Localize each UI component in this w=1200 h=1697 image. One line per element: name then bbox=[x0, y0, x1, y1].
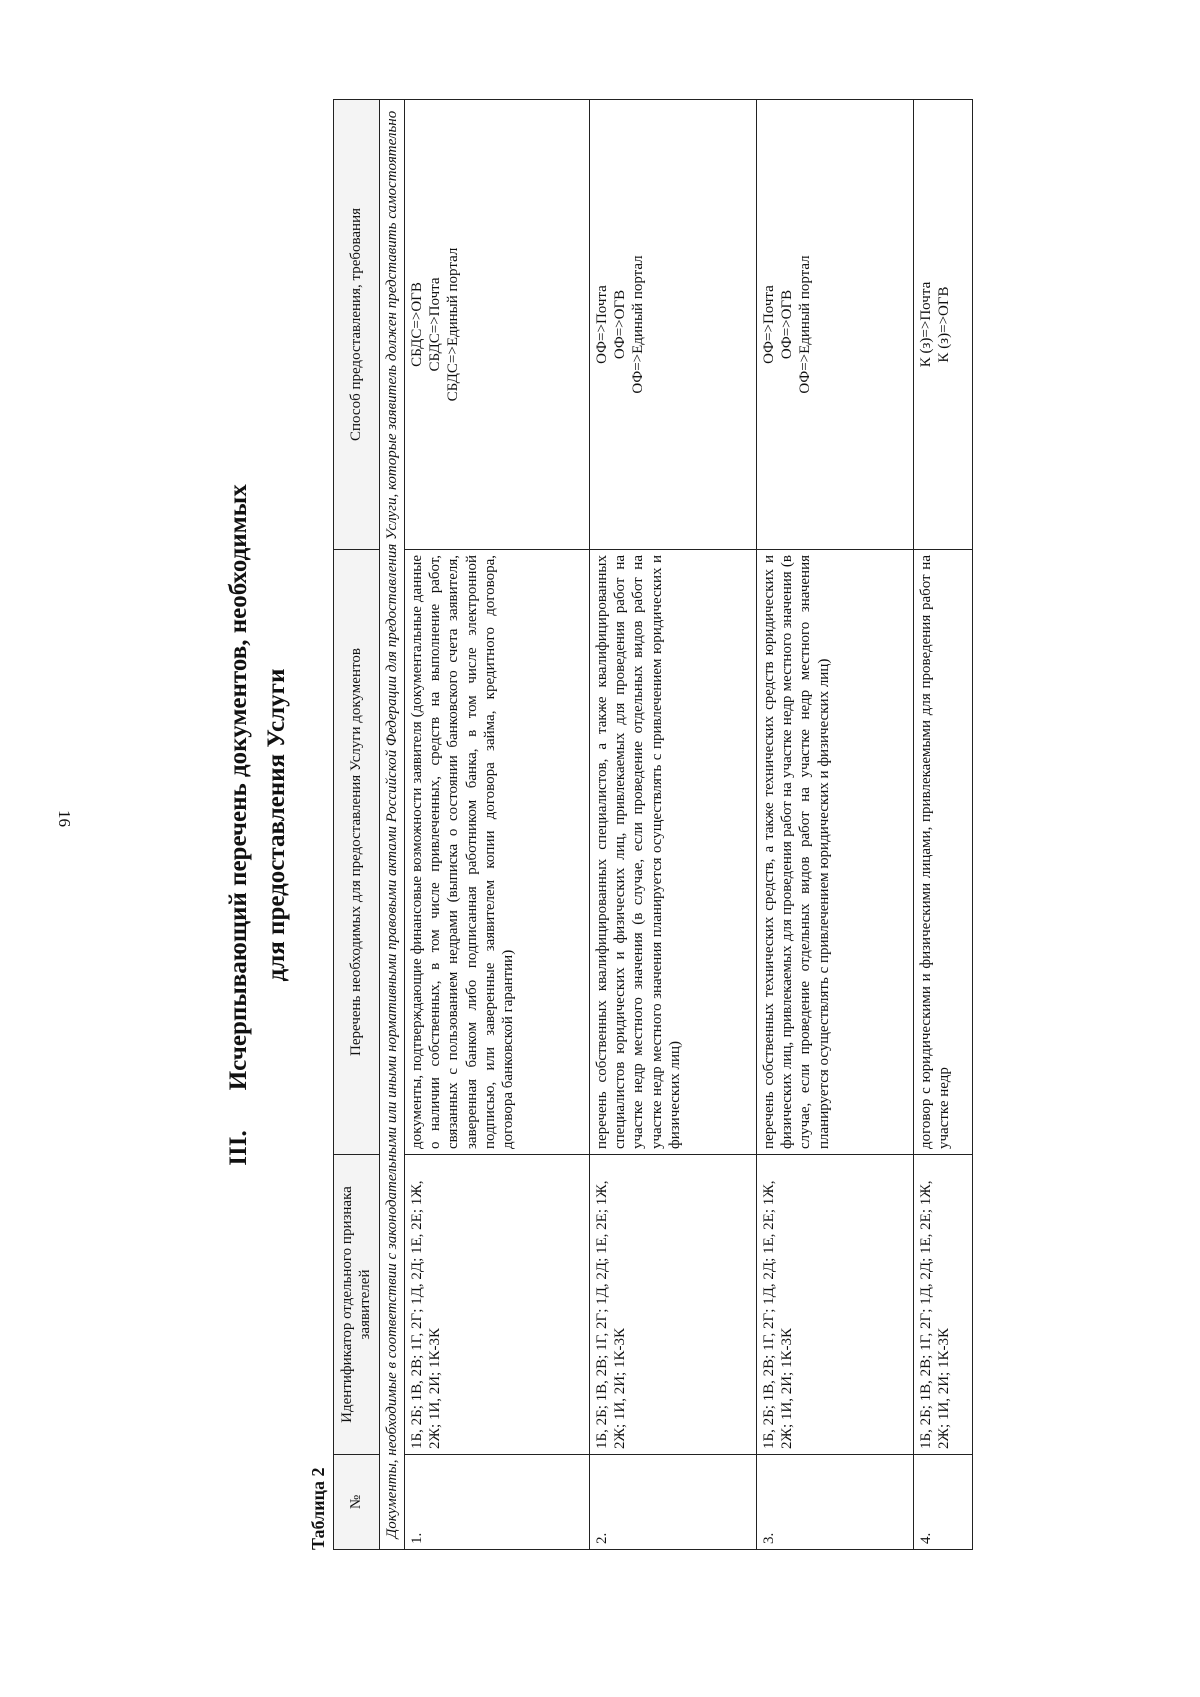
submission-method bbox=[404, 100, 589, 550]
header-identifier: Идентификатор отдельного признака заявителей bbox=[334, 1155, 380, 1455]
method-item: ОФ=>Почта bbox=[593, 285, 610, 364]
applicant-identifier: 1Б, 2Б; 1В, 2В; 1Г, 2Г; 1Д, 2Д; 1Е, 2Е; 1Ж, 2Ж; 1И, 2И; 1К-3К bbox=[404, 1155, 589, 1455]
submission-method bbox=[913, 100, 972, 550]
method-item: К (з)=>ОГВ bbox=[936, 286, 953, 363]
row-number: 1. bbox=[404, 1455, 589, 1550]
row-number: 3. bbox=[756, 1455, 913, 1550]
header-num: № bbox=[334, 1455, 380, 1550]
method-item: ОФ=>Единый портал bbox=[797, 255, 814, 394]
section-title-cell: Документы, необходимые в соответствии с законодательными или иными нормативными правовыми актами Российской Федерации для предоставления Услуги, которые заявитель должен представить самостоятельно bbox=[379, 100, 404, 1550]
method-item: К (з)=>Почта bbox=[917, 281, 934, 368]
table-row bbox=[589, 100, 756, 1550]
row-number: 2. bbox=[589, 1455, 756, 1550]
applicant-identifier: 1Б, 2Б; 1В, 2В; 1Г, 2Г; 1Д, 2Д; 1Е, 2Е; 1Ж, 2Ж; 1И, 2И; 1К-3К bbox=[756, 1155, 913, 1455]
submission-method bbox=[756, 100, 913, 550]
document-description: документы, подтверждающие финансовые возможности заявителя (документальные данные о наличии собственных, в том числе привлеченных, средств на выполнение работ, связанных с пользованием недрами (выписка о состоянии банковского счета заявителя, заверенная банком либо подписанная работником банка, в том числе электронной подписью, или заверенные заявителем копии договора займа, кредитного договора, договора банковской гарантии) bbox=[404, 550, 589, 1155]
method-item: ОФ=>Почта bbox=[760, 285, 777, 364]
method-item: СБДС=>ОГВ bbox=[408, 282, 425, 367]
section-title-line-2: для предоставления Услуги bbox=[263, 668, 290, 982]
method-item: СБДС=>Единый портал bbox=[445, 247, 462, 402]
row-number: 4. bbox=[913, 1455, 972, 1550]
table-section-row bbox=[379, 100, 404, 1550]
method-item: ОФ=>ОГВ bbox=[612, 289, 629, 360]
section-heading bbox=[225, 100, 253, 1550]
document-description: перечень собственных квалифицированных специалистов, а также квалифицированных специалистов юридических и физических лиц, привлекаемых для проведения работ на участке недр местного значения (в случае, если проведение отдельных видов работ на участке недр местного значения планируется осуществлять с привлечением юридических и физических лиц) bbox=[589, 550, 756, 1155]
method-item: ОФ=>ОГВ bbox=[779, 289, 796, 360]
method-item: ОФ=>Единый портал bbox=[630, 255, 647, 394]
table-caption: Таблица 2 bbox=[308, 1467, 328, 1550]
header-method: Способ предоставления, требования bbox=[334, 100, 380, 550]
applicant-identifier: 1Б, 2Б; 1В, 2В; 1Г, 2Г; 1Д, 2Д; 1Е, 2Е; 1Ж, 2Ж; 1И, 2И; 1К-3К bbox=[589, 1155, 756, 1455]
document-description: перечень собственных технических средств, а также технических средств юридических и физических лиц, привлекаемых для проведения работ на участке недр местного значения (в случае, если проведение отдельных видов работ на участке недр местного значения планируется осуществлять с привлечением юридических и физических лиц) bbox=[756, 550, 913, 1155]
table-row bbox=[913, 100, 972, 1550]
document-description: договор с юридическими и физическими лицами, привлекаемыми для проведения работ на участке недр bbox=[913, 550, 972, 1155]
page-number: 16 bbox=[55, 810, 74, 827]
documents-table bbox=[333, 99, 973, 1550]
applicant-identifier: 1Б, 2Б; 1В, 2В; 1Г, 2Г; 1Д, 2Д; 1Е, 2Е; 1Ж, 2Ж; 1И, 2И; 1К-3К bbox=[913, 1155, 972, 1455]
table-row bbox=[756, 100, 913, 1550]
table-header-row bbox=[334, 100, 380, 1550]
rotated-landscape-sheet bbox=[225, 100, 1125, 1550]
submission-method bbox=[589, 100, 756, 550]
section-number: III. bbox=[225, 1130, 252, 1166]
table-row bbox=[404, 100, 589, 1550]
header-documents: Перечень необходимых для предоставления Услуги документов bbox=[334, 550, 380, 1155]
section-title-line-1: Исчерпывающий перечень документов, необходимых bbox=[225, 484, 252, 1091]
method-item: СБДС=>Почта bbox=[427, 277, 444, 372]
